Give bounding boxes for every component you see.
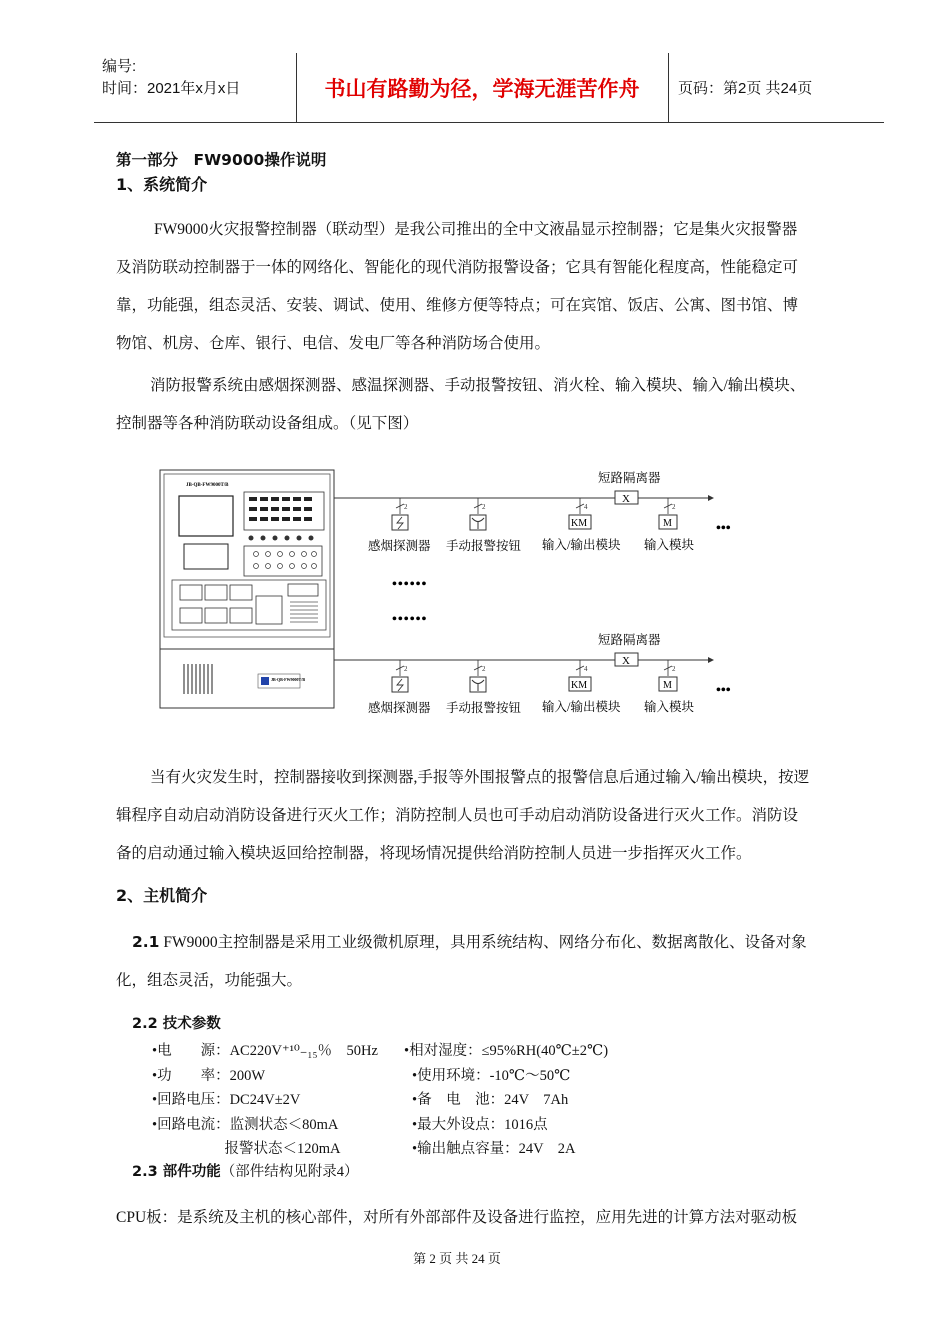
spec-item: •功 率：200W xyxy=(152,1067,266,1084)
footer-page-number: 第 2 页 共 24 页 xyxy=(413,1251,501,1266)
text-line: FW9000主控制器是采用工业级微机原理，具用系统结构、网络分布化、数据离散化、设备对象 xyxy=(163,934,807,951)
arrow-icon xyxy=(708,657,714,663)
text-line: 备的启动通过输入模块返回给控制器，将现场情况提供给消防控制人员进一步指挥灭火工作。 xyxy=(116,845,752,862)
header-page-number: 页码：第2页 共24页 xyxy=(678,80,813,97)
panel-model-label: JB-QB-FW9000T/B xyxy=(186,483,229,488)
specs-right-column xyxy=(404,1039,608,1162)
svg-text:2: 2 xyxy=(672,665,676,673)
arrow-icon xyxy=(708,495,714,501)
section1-title: 1、系统简介 xyxy=(116,175,208,194)
io-module-symbol: KM xyxy=(571,518,588,529)
isolator-label: 短路隔离器 xyxy=(598,633,661,647)
svg-text:输入/输出模块: 输入/输出模块 xyxy=(542,700,621,714)
svg-text:4: 4 xyxy=(584,665,588,673)
lcd-screen xyxy=(179,496,233,536)
svg-text:手动报警按钮: 手动报警按钮 xyxy=(446,539,522,553)
io-module-symbol: KM xyxy=(571,680,588,691)
svg-text:输入/输出模块: 输入/输出模块 xyxy=(542,538,621,552)
doc-number-label: 编号: xyxy=(102,58,137,75)
text-line: 靠，功能强，组态灵活、安装、调试、使用、维修方便等特点；可在宾馆、饭店、公寓、图书馆、博 xyxy=(116,297,799,314)
system-diagram xyxy=(158,462,758,722)
spec-item: •备 电 池：24V 7Ah xyxy=(412,1092,569,1108)
cpu-board-line: CPU板：是系统及主机的核心部件，对所有外部部件及设备进行监控，应用先进的计算方法对驱动板 xyxy=(116,1209,798,1226)
dots-row: •••••• xyxy=(392,577,428,592)
isolator-label: 短路隔离器 xyxy=(598,471,661,485)
svg-text:感烟探测器: 感烟探测器 xyxy=(368,539,431,553)
page-header xyxy=(94,53,884,123)
svg-text:2: 2 xyxy=(404,665,408,673)
more-devices-ellipsis: ••• xyxy=(716,683,731,698)
spec-item: •回路电流：监测状态＜80mA xyxy=(152,1116,339,1133)
more-devices-ellipsis: ••• xyxy=(716,521,731,536)
text-line: 及消防联动控制器于一体的网络化、智能化的现代消防报警设备；它具有智能化程度高，性能稳定可 xyxy=(116,259,799,276)
spec-item: •电 源：AC220V⁺¹⁰₋₁₅％ 50Hz xyxy=(152,1043,378,1059)
text-line: 化，组态灵活，功能强大。 xyxy=(116,972,303,989)
bus2-device-labels xyxy=(368,699,695,715)
svg-text:2: 2 xyxy=(482,665,486,673)
specs-left-column xyxy=(152,1039,378,1162)
input-module-symbol: M xyxy=(663,680,672,691)
header-motto: 书山有路勤为径，学海无涯苦作舟 xyxy=(324,76,640,101)
svg-text:4: 4 xyxy=(584,503,588,511)
svg-text:2: 2 xyxy=(404,503,408,511)
section1-paragraph2 xyxy=(116,367,862,443)
time-label: 时间：2021年x月x日 xyxy=(102,80,241,97)
keypad xyxy=(244,546,322,576)
spec-item: •回路电压：DC24V±2V xyxy=(152,1092,301,1108)
subsection-2-3-note: （部件结构见附录4） xyxy=(220,1164,359,1180)
logo-icon xyxy=(261,677,269,685)
smoke-detector-icon xyxy=(392,515,408,530)
subsection-number: 2.1 xyxy=(132,933,160,951)
printer-window xyxy=(184,544,228,569)
svg-text:输入模块: 输入模块 xyxy=(644,538,695,552)
page-footer xyxy=(0,1248,950,1267)
header-divider xyxy=(668,53,669,122)
isolator-symbol: X xyxy=(622,655,630,667)
smoke-detector-icon xyxy=(392,677,408,692)
part-title: 第一部分 FW9000操作说明 xyxy=(116,151,327,169)
bus1-device-labels xyxy=(368,537,695,553)
isolator-symbol: X xyxy=(622,493,630,505)
header-left-cell xyxy=(102,56,240,100)
dots-row: •••••• xyxy=(392,612,428,627)
module-bank xyxy=(172,580,326,630)
spec-item: •最大外设点：1016点 xyxy=(412,1116,548,1133)
section2-title: 2、主机简介 xyxy=(116,886,208,905)
text-line: 物馆、机房、仓库、银行、电信、发电厂等各种消防场合使用。 xyxy=(116,335,551,352)
section1-paragraph3 xyxy=(116,759,862,873)
spec-item: •输出触点容量：24V 2A xyxy=(412,1141,576,1157)
spec-item: 报警状态＜120mA xyxy=(152,1141,341,1157)
subsection-2-3 xyxy=(132,1162,358,1182)
spec-item: •相对湿度：≤95%RH(40℃±2℃) xyxy=(404,1043,609,1059)
svg-text:手动报警按钮: 手动报警按钮 xyxy=(446,701,522,715)
svg-text:2: 2 xyxy=(672,503,676,511)
svg-text:感烟探测器: 感烟探测器 xyxy=(368,701,431,715)
section1-paragraph1 xyxy=(116,211,862,363)
text-line: 控制器等各种消防联动设备组成。（见下图） xyxy=(116,415,419,432)
text-line: 消防报警系统由感烟探测器、感温探测器、手动报警按钮、消火栓、输入模块、输入/输出模块、 xyxy=(150,377,806,394)
svg-text:输入模块: 输入模块 xyxy=(644,700,695,714)
section2-paragraph1 xyxy=(116,923,862,1000)
brand-label: JB-QB-FW9000T/B xyxy=(271,677,306,682)
svg-text:2: 2 xyxy=(482,503,486,511)
input-module-symbol: M xyxy=(663,518,672,529)
text-line: FW9000火灾报警控制器（联动型）是我公司推出的全中文液晶显示控制器；它是集火灾报警器 xyxy=(154,221,798,238)
spec-item: •使用环境：-10℃～50℃ xyxy=(412,1067,571,1084)
text-line: 辑程序自动启动消防设备进行灭火工作；消防控制人员也可手动启动消防设备进行灭火工作。消防设 xyxy=(116,807,799,824)
subsection-2-2-title: 2.2 技术参数 xyxy=(132,1016,221,1032)
subsection-2-3-title: 2.3 部件功能 xyxy=(132,1164,221,1180)
text-line: 当有火灾发生时，控制器接收到探测器,手报等外围报警点的报警信息后通过输入/输出模块，按逻 xyxy=(150,769,810,786)
